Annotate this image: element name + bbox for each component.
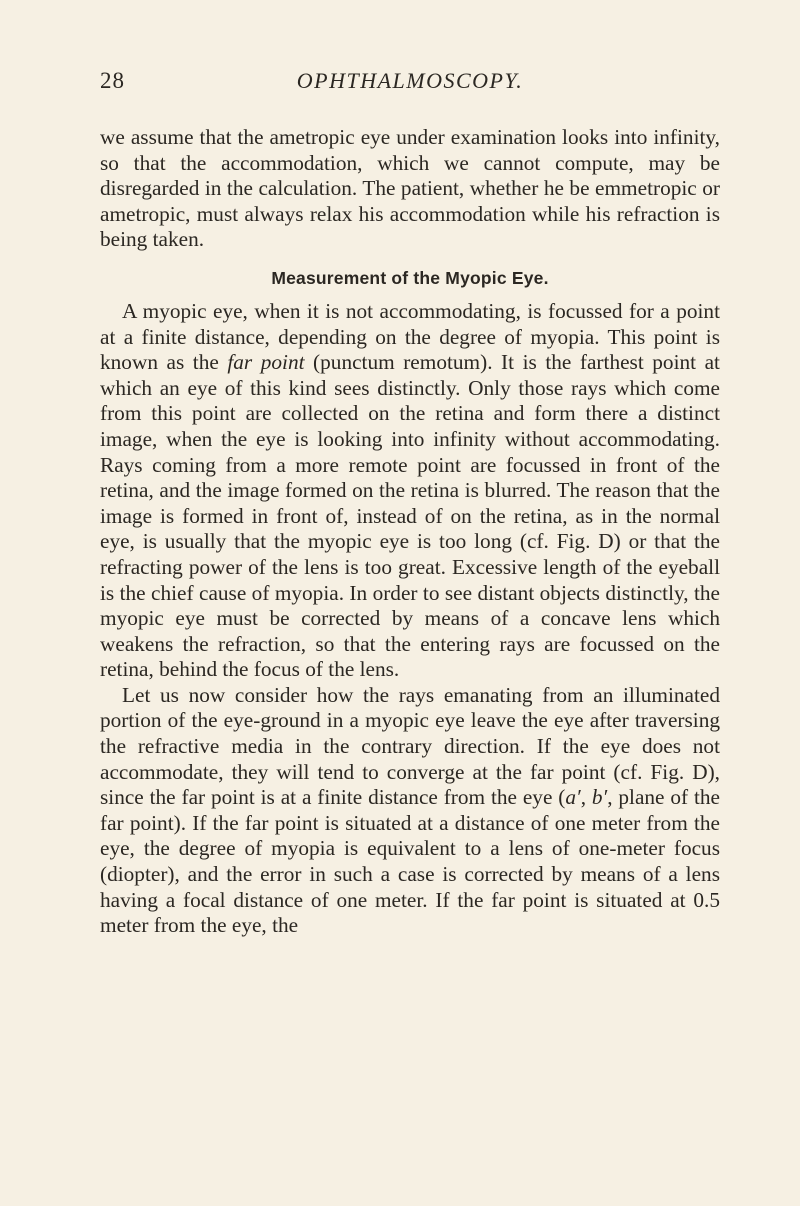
paragraph-text: A myopic eye, when it is not accommodating, is focussed for a point at a finite distance, depending on the degree of myopia. This point is known as the <box>100 298 720 375</box>
symbol-a-prime: a′ <box>565 785 581 810</box>
italic-term: far point <box>227 350 305 375</box>
section-heading: Measurement of the Myopic Eye. <box>271 267 549 288</box>
page-number: 28 <box>100 68 125 93</box>
paragraph-text: , plane of the far point). If the far point is situated at a distance of one meter from the eye, the degree of myopia is equivalent to a lens of one-meter focus (diopter), and the error in such a case is corrected by means of a lens having a focal distance of one meter. If the far point is situated at 0.5 meter from the eye, the <box>100 785 720 938</box>
running-head <box>100 68 720 98</box>
body-text <box>100 125 720 939</box>
running-title: OPHTHALMOSCOPY. <box>296 68 524 93</box>
separator: , <box>580 785 592 810</box>
paragraph-far-point <box>100 299 720 683</box>
paragraph-rays-emanating <box>100 683 720 939</box>
paragraph-text: (punctum remotum). It is the farthest point at which an eye of this kind sees distinctly. Only those rays which come from this point are collected on the retina and form there a distinct image, when the eye is looking into infinity without accommodating. Rays coming from a more remote point are focussed in front of the retina, and the image formed on the retina is blurred. The reason that the image is formed in front of, instead of on the retina, as in the normal eye, is usually that the myopic eye is too long (cf. Fig. D) or that the refracting power of the lens is too great. Excessive length of the eyeball is the chief cause of myopia. In order to see distant objects distinctly, the myopic eye must be corrected by means of a concave lens which weakens the refraction, so that the entering rays are focussed on the retina, behind the focus of the lens. <box>100 350 720 682</box>
paragraph-text: Let us now consider how the rays emanating from an illuminated portion of the eye-ground in a myopic eye leave the eye after traversing the refractive media in the contrary direction. If the eye does not accommodate, they will tend to converge at the far point (cf. Fig. D), since the far point is at a finite distance from the eye ( <box>100 682 720 810</box>
symbol-b-prime: b′ <box>591 785 608 810</box>
paragraph-continued: we assume that the ametropic eye under examination looks into infinity, so that the accommodation, which we cannot compute, may be disregarded in the calculation. The patient, whether he be emmetropic or ametropic, must always relax his accommodation while his refraction is being taken. <box>100 125 720 252</box>
